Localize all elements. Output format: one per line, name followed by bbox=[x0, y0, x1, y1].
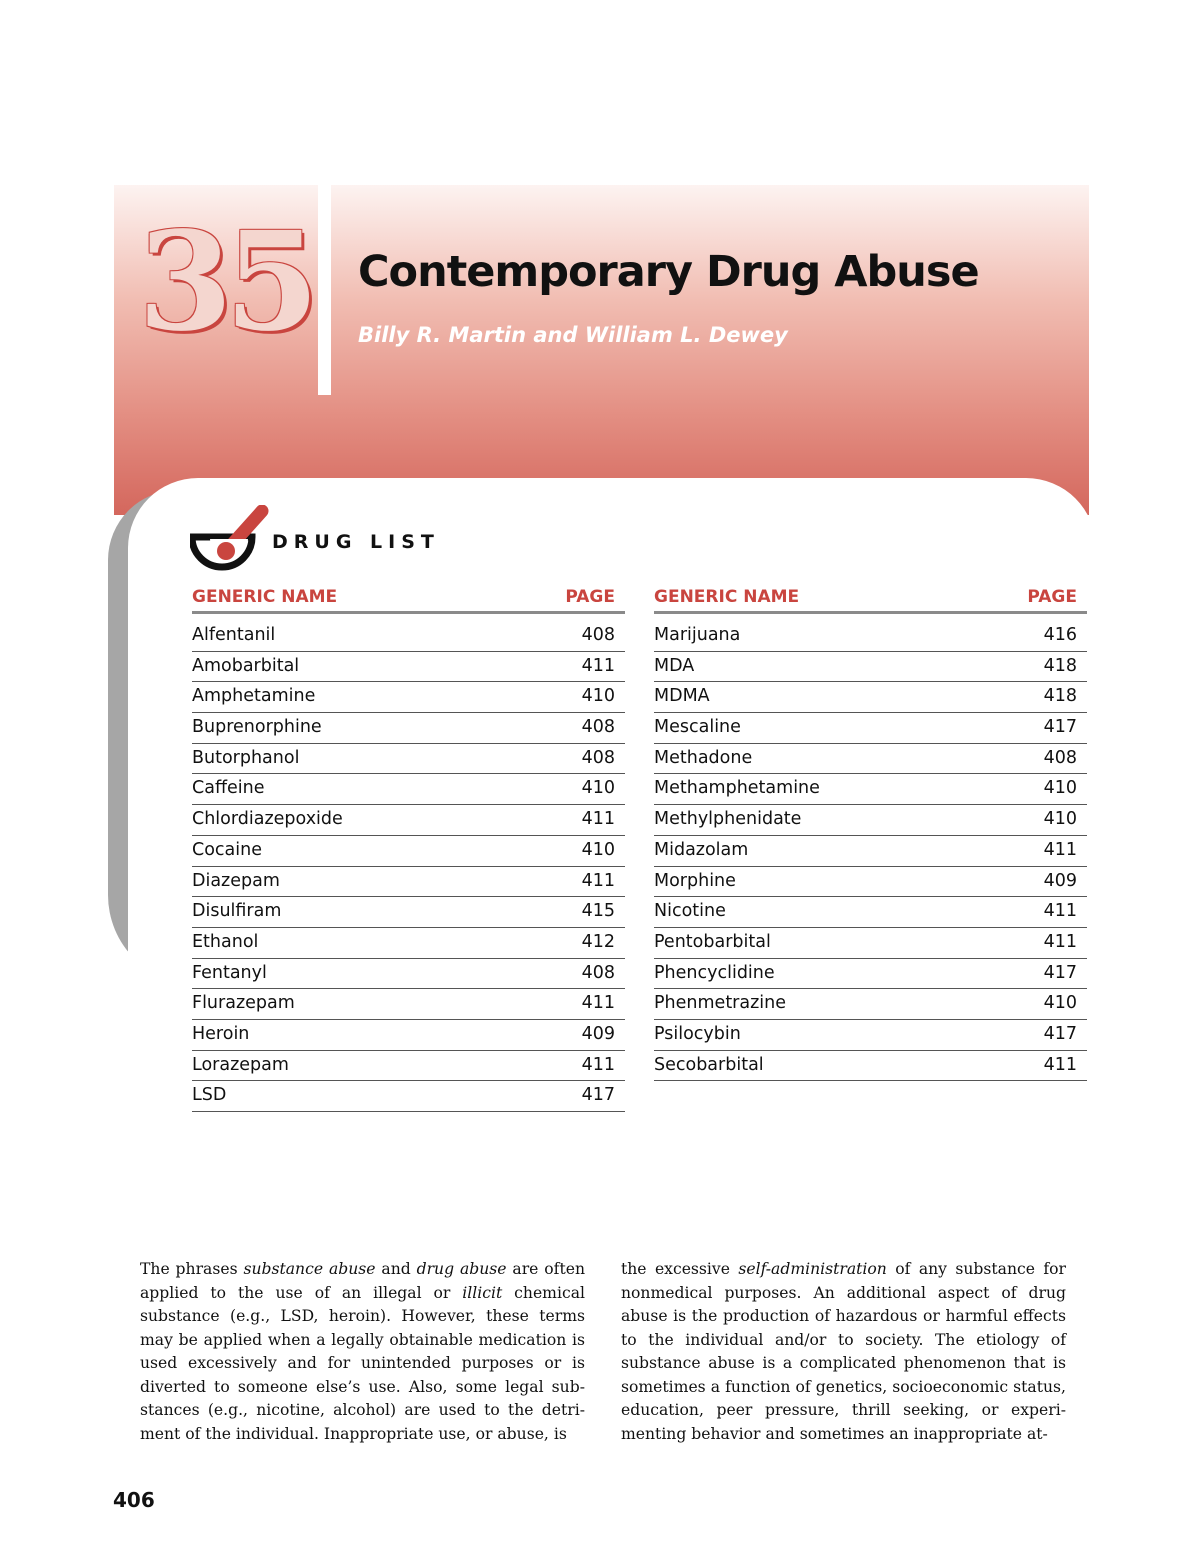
table-row bbox=[654, 1051, 1087, 1082]
table-row bbox=[192, 989, 625, 1020]
page-number: 406 bbox=[113, 1488, 155, 1512]
drug-name: Cocaine bbox=[192, 839, 262, 860]
drug-name: Pentobarbital bbox=[654, 931, 771, 952]
drug-page: 410 bbox=[581, 686, 615, 707]
drug-page: 408 bbox=[581, 747, 615, 768]
table-row bbox=[192, 836, 625, 867]
drug-page: 417 bbox=[581, 1085, 615, 1106]
drug-name: Amobarbital bbox=[192, 655, 300, 676]
drug-page: 411 bbox=[581, 1054, 615, 1075]
drug-page: 417 bbox=[1043, 1023, 1077, 1044]
drug-name: Methamphetamine bbox=[654, 778, 820, 799]
drug-page: 408 bbox=[581, 717, 615, 738]
drug-name: Phenmetrazine bbox=[654, 993, 787, 1014]
drug-name: MDA bbox=[654, 655, 695, 676]
body-column-right bbox=[621, 1258, 1066, 1446]
drug-page: 410 bbox=[581, 778, 615, 799]
drug-name: Midazolam bbox=[654, 839, 749, 860]
table-row bbox=[192, 621, 625, 652]
drug-table-left bbox=[192, 583, 625, 1112]
table-row bbox=[192, 774, 625, 805]
table-row bbox=[192, 959, 625, 990]
drug-name: Mescaline bbox=[654, 717, 741, 738]
chapter-title: Contemporary Drug Abuse bbox=[358, 247, 979, 297]
drug-name: Buprenorphine bbox=[192, 717, 322, 738]
drug-name: Methadone bbox=[654, 747, 753, 768]
drug-page: 411 bbox=[1043, 901, 1077, 922]
table-row bbox=[654, 959, 1087, 990]
drug-name: LSD bbox=[192, 1085, 227, 1106]
drug-name: Caffeine bbox=[192, 778, 265, 799]
drug-name: Chlordiazepoxide bbox=[192, 809, 343, 830]
drug-name: Disulfiram bbox=[192, 901, 282, 922]
emphasized-term: drug abuse bbox=[416, 1260, 507, 1278]
drug-name: Marijuana bbox=[654, 625, 741, 645]
drug-page: 408 bbox=[581, 625, 615, 645]
drug-page: 411 bbox=[581, 655, 615, 676]
table-row bbox=[192, 805, 625, 836]
drug-name: Ethanol bbox=[192, 931, 259, 952]
table-row bbox=[654, 774, 1087, 805]
emphasized-term: illicit bbox=[462, 1283, 503, 1302]
drug-page: 412 bbox=[581, 931, 615, 952]
drug-name: Methylphenidate bbox=[654, 809, 802, 830]
drug-table-right bbox=[654, 583, 1087, 1081]
chapter-authors: Billy R. Martin and William L. Dewey bbox=[358, 323, 788, 347]
table-row bbox=[192, 1081, 625, 1112]
drug-page: 418 bbox=[1043, 655, 1077, 676]
drug-page: 411 bbox=[1043, 1054, 1077, 1075]
drug-page: 410 bbox=[1043, 778, 1077, 799]
table-row bbox=[192, 928, 625, 959]
body-column-left bbox=[140, 1258, 585, 1446]
drug-page: 410 bbox=[1043, 993, 1077, 1014]
drug-page: 411 bbox=[581, 809, 615, 830]
body-paragraph bbox=[621, 1258, 1066, 1446]
table-row bbox=[192, 744, 625, 775]
column-header-generic-name: GENERIC NAME bbox=[192, 587, 338, 607]
table-header bbox=[192, 583, 625, 614]
drug-page: 411 bbox=[581, 993, 615, 1014]
table-row bbox=[654, 989, 1087, 1020]
table-row bbox=[654, 713, 1087, 744]
mortar-pestle-icon bbox=[190, 505, 272, 577]
table-row bbox=[192, 867, 625, 898]
table-row bbox=[654, 652, 1087, 683]
drug-page: 410 bbox=[1043, 809, 1077, 830]
drug-page: 417 bbox=[1043, 962, 1077, 983]
drug-name: Secobarbital bbox=[654, 1054, 764, 1075]
table-row bbox=[192, 1051, 625, 1082]
column-header-page: PAGE bbox=[565, 587, 615, 607]
table-row bbox=[192, 682, 625, 713]
text-run: The phrases bbox=[140, 1260, 244, 1278]
drug-name: Psilocybin bbox=[654, 1023, 741, 1044]
table-row bbox=[654, 836, 1087, 867]
drug-page: 410 bbox=[581, 839, 615, 860]
drug-name: Butorphanol bbox=[192, 747, 300, 768]
chapter-number: 35 bbox=[138, 202, 312, 362]
drug-page: 408 bbox=[1043, 747, 1077, 768]
table-body bbox=[654, 621, 1087, 1081]
column-header-page: PAGE bbox=[1027, 587, 1077, 607]
table-header bbox=[654, 583, 1087, 614]
drug-page: 411 bbox=[581, 870, 615, 891]
drug-name: Flurazepam bbox=[192, 993, 295, 1014]
drug-page: 408 bbox=[581, 962, 615, 983]
table-row bbox=[654, 621, 1087, 652]
drug-name: Morphine bbox=[654, 870, 736, 891]
table-row bbox=[654, 1020, 1087, 1051]
header-divider bbox=[318, 185, 331, 395]
emphasized-term: self-administration bbox=[738, 1260, 887, 1278]
text-run: of any substance for nonmedical purposes. An additional aspect of drug abuse is the production of hazardous or harmful effects to the individual and/or to society. The etiology of substance abuse is a complicated phenomenon that is sometimes a function of genetics, socioeconomic status, education, peer pressure, thrill seeking, or experimenting behavior and sometimes an inappropriate at- bbox=[621, 1260, 1066, 1443]
drug-name: Heroin bbox=[192, 1023, 250, 1044]
drug-list-heading: DRUG LIST bbox=[272, 531, 440, 553]
drug-name: Alfentanil bbox=[192, 625, 276, 645]
table-row bbox=[192, 652, 625, 683]
drug-name: MDMA bbox=[654, 686, 710, 707]
table-row bbox=[654, 682, 1087, 713]
drug-name: Nicotine bbox=[654, 901, 726, 922]
drug-name: Phencyclidine bbox=[654, 962, 775, 983]
drug-page: 418 bbox=[1043, 686, 1077, 707]
drug-page: 415 bbox=[581, 901, 615, 922]
drug-name: Diazepam bbox=[192, 870, 280, 891]
text-run: the excessive bbox=[621, 1260, 739, 1278]
table-row bbox=[654, 867, 1087, 898]
body-paragraph bbox=[140, 1258, 585, 1446]
drug-page: 417 bbox=[1043, 717, 1077, 738]
text-run: chemical substance (e.g., LSD, heroin). However, these terms may be applied when a legally obtainable medication is used excessively and for unintended purposes or is diverted to someone else’s use. Also, some legal substances (e.g., nicotine, alcohol) are used to the detriment of the individual. Inappropriate use, or abuse, is bbox=[140, 1283, 585, 1443]
text-run: and bbox=[375, 1260, 417, 1278]
drug-page: 411 bbox=[1043, 839, 1077, 860]
table-row bbox=[192, 713, 625, 744]
text-run: are often applied to the use of an illegal or bbox=[140, 1260, 585, 1302]
table-row bbox=[654, 805, 1087, 836]
table-row bbox=[654, 744, 1087, 775]
table-row bbox=[192, 897, 625, 928]
drug-page: 409 bbox=[1043, 870, 1077, 891]
table-row bbox=[192, 1020, 625, 1051]
drug-page: 411 bbox=[1043, 931, 1077, 952]
drug-name: Fentanyl bbox=[192, 962, 267, 983]
table-body bbox=[192, 621, 625, 1112]
drug-name: Amphetamine bbox=[192, 686, 316, 707]
emphasized-term: substance abuse bbox=[243, 1260, 376, 1278]
table-row bbox=[654, 897, 1087, 928]
column-header-generic-name: GENERIC NAME bbox=[654, 587, 800, 607]
drug-name: Lorazepam bbox=[192, 1054, 289, 1075]
drug-page: 416 bbox=[1043, 625, 1077, 645]
table-row bbox=[654, 928, 1087, 959]
drug-page: 409 bbox=[581, 1023, 615, 1044]
